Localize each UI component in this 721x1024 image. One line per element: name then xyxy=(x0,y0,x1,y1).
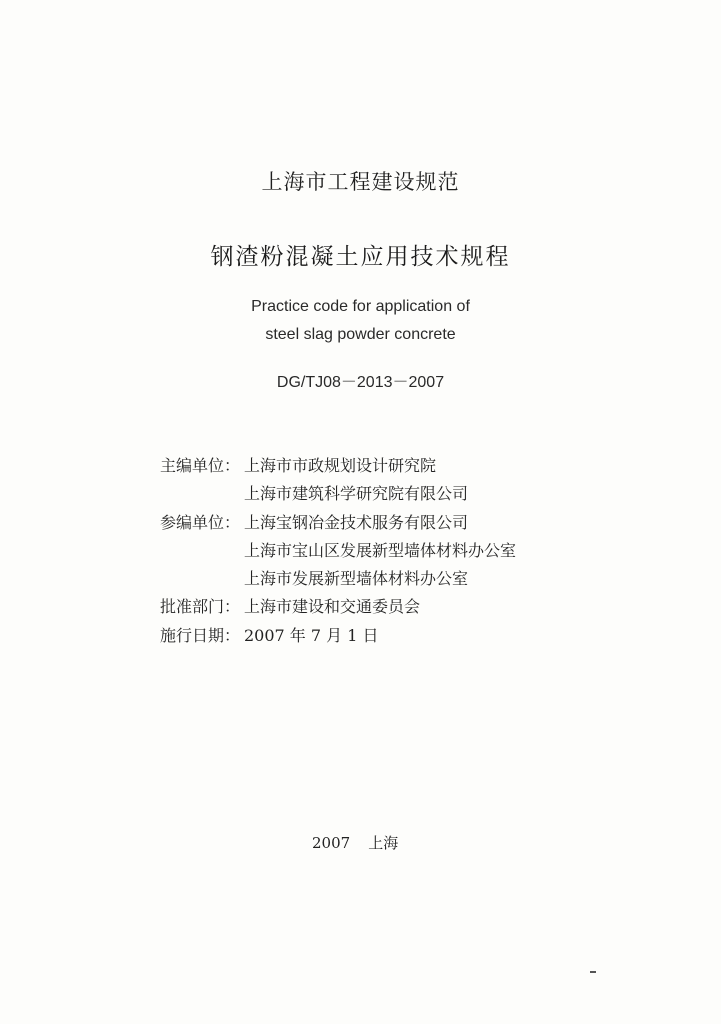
series-title: 上海市工程建设规范 xyxy=(261,170,460,194)
effective-date: 2007 年 7 月 1 日 xyxy=(244,625,379,645)
standard-code: DG/TJ08－2013－2007 xyxy=(276,374,445,391)
approval-row xyxy=(160,593,516,621)
chief-editor-1: 上海市市政规划设计研究院 xyxy=(244,456,437,475)
approval-authority: 上海市建设和交通委员会 xyxy=(244,597,421,617)
effective-date-label: 施行日期： xyxy=(160,625,241,645)
publication-info xyxy=(160,452,516,650)
english-title-line-1: Practice code for application of xyxy=(251,298,470,315)
chief-editor-row-2 xyxy=(160,480,516,508)
approval-label: 批准部门： xyxy=(160,597,241,617)
effective-date-row xyxy=(160,622,516,650)
publication-footer xyxy=(312,832,398,853)
participant-1: 上海宝钢冶金技术服务有限公司 xyxy=(244,512,469,532)
footer-city: 上海 xyxy=(368,834,399,852)
participant-row-2 xyxy=(160,537,516,565)
main-title: 钢渣粉混凝土应用技术规程 xyxy=(210,244,511,270)
chief-editor-2: 上海市建筑科学研究院有限公司 xyxy=(244,484,469,504)
participants-label: 参编单位： xyxy=(160,512,241,532)
participant-3: 上海市发展新型墙体材料办公室 xyxy=(244,569,469,589)
chief-editor-row xyxy=(160,452,516,480)
participant-2: 上海市宝山区发展新型墙体材料办公室 xyxy=(244,540,517,560)
participant-row xyxy=(160,509,516,537)
participant-row-3 xyxy=(160,565,516,593)
scan-speck xyxy=(590,971,596,973)
chief-editor-label: 主编单位： xyxy=(160,456,241,475)
english-title-line-2: steel slag powder concrete xyxy=(265,326,456,343)
footer-year: 2007 xyxy=(312,834,351,852)
